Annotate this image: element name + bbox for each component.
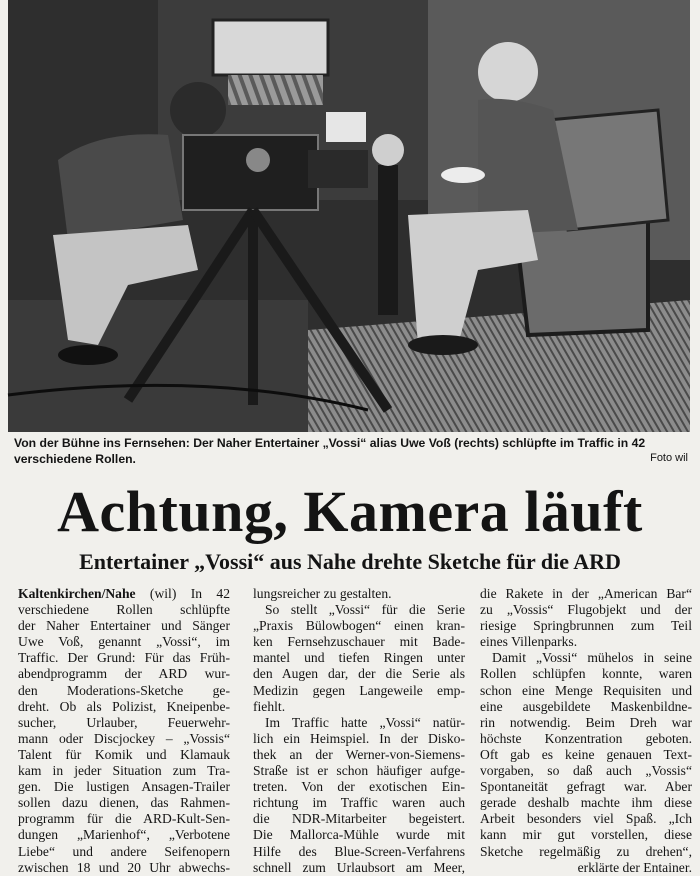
headline: Achtung, Kamera läuft	[57, 479, 643, 544]
article-line: lungsreicher zu gestalten.	[253, 586, 392, 601]
article-line: Traffic. Der Grund: Für das Früh-	[18, 650, 230, 666]
article-line: vorgaben, so daß auch „Vossis“	[480, 763, 692, 779]
article-line: kam in jeder Situation zum Tra-	[18, 763, 230, 779]
article-line: sollen dazu dienen, das Rahmen-	[18, 795, 230, 811]
article-line: den Moderations-Sketche ge-	[18, 682, 230, 698]
article-line: Straße ist er schon häufiger aufge-	[253, 763, 465, 779]
article-line: Die Mallorca-Mühle wurde mit	[253, 827, 465, 843]
article-line: programm für die ARD-Kult-Sen-	[18, 811, 230, 827]
article-line: die Rakete in der „American Bar“	[480, 586, 692, 601]
article-line: Im Traffic hatte „Vossi“ natür-	[265, 714, 465, 730]
article-line: riesige Springbrunnen zum Teil	[480, 618, 692, 634]
article-line: dungen „Marienhof“, „Verbotene	[18, 827, 230, 843]
article-line: richtung im Traffic waren auch	[253, 795, 465, 811]
article-column-1	[18, 586, 230, 876]
article-line: So stellt „Vossi“ für die Serie	[265, 602, 465, 618]
article-line: Oft gab es keine genauen Text-	[480, 746, 692, 762]
news-photo	[8, 0, 690, 432]
article-line: schnell zum Urlaubsort am Meer,	[253, 859, 465, 875]
article-line: erklärte der Entainer.	[577, 859, 692, 875]
photo-caption: Von der Bühne ins Fernsehen: Der Naher Entertainer „Vossi“ alias Uwe Voß (rechts) schlüpfte im Traffic in 42 verschiedene Rollen.	[14, 436, 646, 466]
article-line: dreht. Ob als Polizist, Kneipenbe-	[18, 698, 230, 714]
article-line: abendprogramm der ARD wur-	[18, 666, 230, 682]
article-line: kann mir gut vorstellen, diese	[480, 827, 692, 843]
article-line: gen. Die lustigen Ansagen-Trailer	[18, 779, 230, 795]
article-line: Hilfe des Blue-Screen-Verfahrens	[253, 843, 465, 859]
article-line: die NDR-Mitarbeiter begeistert.	[253, 811, 465, 827]
article-line: rin notwendig. Beim Dreh war	[480, 714, 692, 730]
article-line: „Praxis Bülowbogen“ einen kran-	[253, 618, 465, 634]
article-line: verschiedene Rollen schlüpfte	[18, 602, 230, 618]
article-line: fiehlt.	[253, 698, 286, 714]
article-line: Uwe Voß, genannt „Vossi“, im	[18, 634, 230, 650]
article-column-2	[253, 586, 465, 876]
article-line: den Augen dar, der die Serie als	[253, 666, 465, 682]
article-line: Arbeit besonders viel Spaß. „Ich	[480, 811, 692, 827]
article-body	[18, 586, 693, 875]
article-line: der Naher Entertainer und Sänger	[18, 618, 230, 634]
article-line-text: (wil) In 42	[135, 586, 230, 601]
article-line: ken Fernsehzuschauer mit Bade-	[253, 634, 465, 650]
article-line: höchste Konzentration geboten.	[480, 730, 692, 746]
subheadline: Entertainer „Vossi“ aus Nahe drehte Sketche für die ARD	[79, 549, 621, 574]
article-line: Medizin gegen Langeweile emp-	[253, 682, 465, 698]
article-line: sucher, Urlauber, Feuerwehr-	[18, 714, 230, 730]
article-line: zwischen 18 und 20 Uhr abwechs-	[18, 859, 230, 875]
article-line: mantel und tiefen Ringen unter	[253, 650, 465, 666]
article-column-3	[480, 586, 692, 876]
article-line: eines Villenparks.	[480, 634, 578, 650]
article-line	[18, 586, 230, 602]
article-line: Liebe“ und andere Seifenopern	[18, 843, 230, 859]
article-line: gerade deshalb machte ihm diese	[480, 795, 692, 811]
photo-credit: Foto wil	[650, 452, 688, 464]
article-line: mann oder Discjockey – „Vossis“	[18, 730, 230, 746]
article-line: thek an der Werner-von-Siemens-	[253, 746, 465, 762]
camera-interview-photo	[8, 0, 690, 432]
dateline: Kaltenkirchen/Nahe	[18, 586, 136, 601]
article-line: schon eine Menge Requisiten und	[480, 682, 692, 698]
article-line: eine ausgebildete Maskenbildne-	[480, 698, 692, 714]
article-line: Talent für Komik und Klamauk	[18, 746, 230, 762]
article-line: Sketche regelmäßig zu drehen“,	[480, 843, 692, 859]
article-line: zu „Vossis“ Flugobjekt und der	[480, 602, 692, 618]
article-line: Rollen schlüpfen konnte, waren	[480, 666, 692, 682]
article-line: Spontaneität gefragt war. Aber	[480, 779, 692, 795]
article-line: lich ein Heimspiel. In der Disko-	[253, 730, 465, 746]
article-line: Damit „Vossi“ mühelos in seine	[492, 650, 692, 666]
article-line: treten. Von der exotischen Ein-	[253, 779, 465, 795]
